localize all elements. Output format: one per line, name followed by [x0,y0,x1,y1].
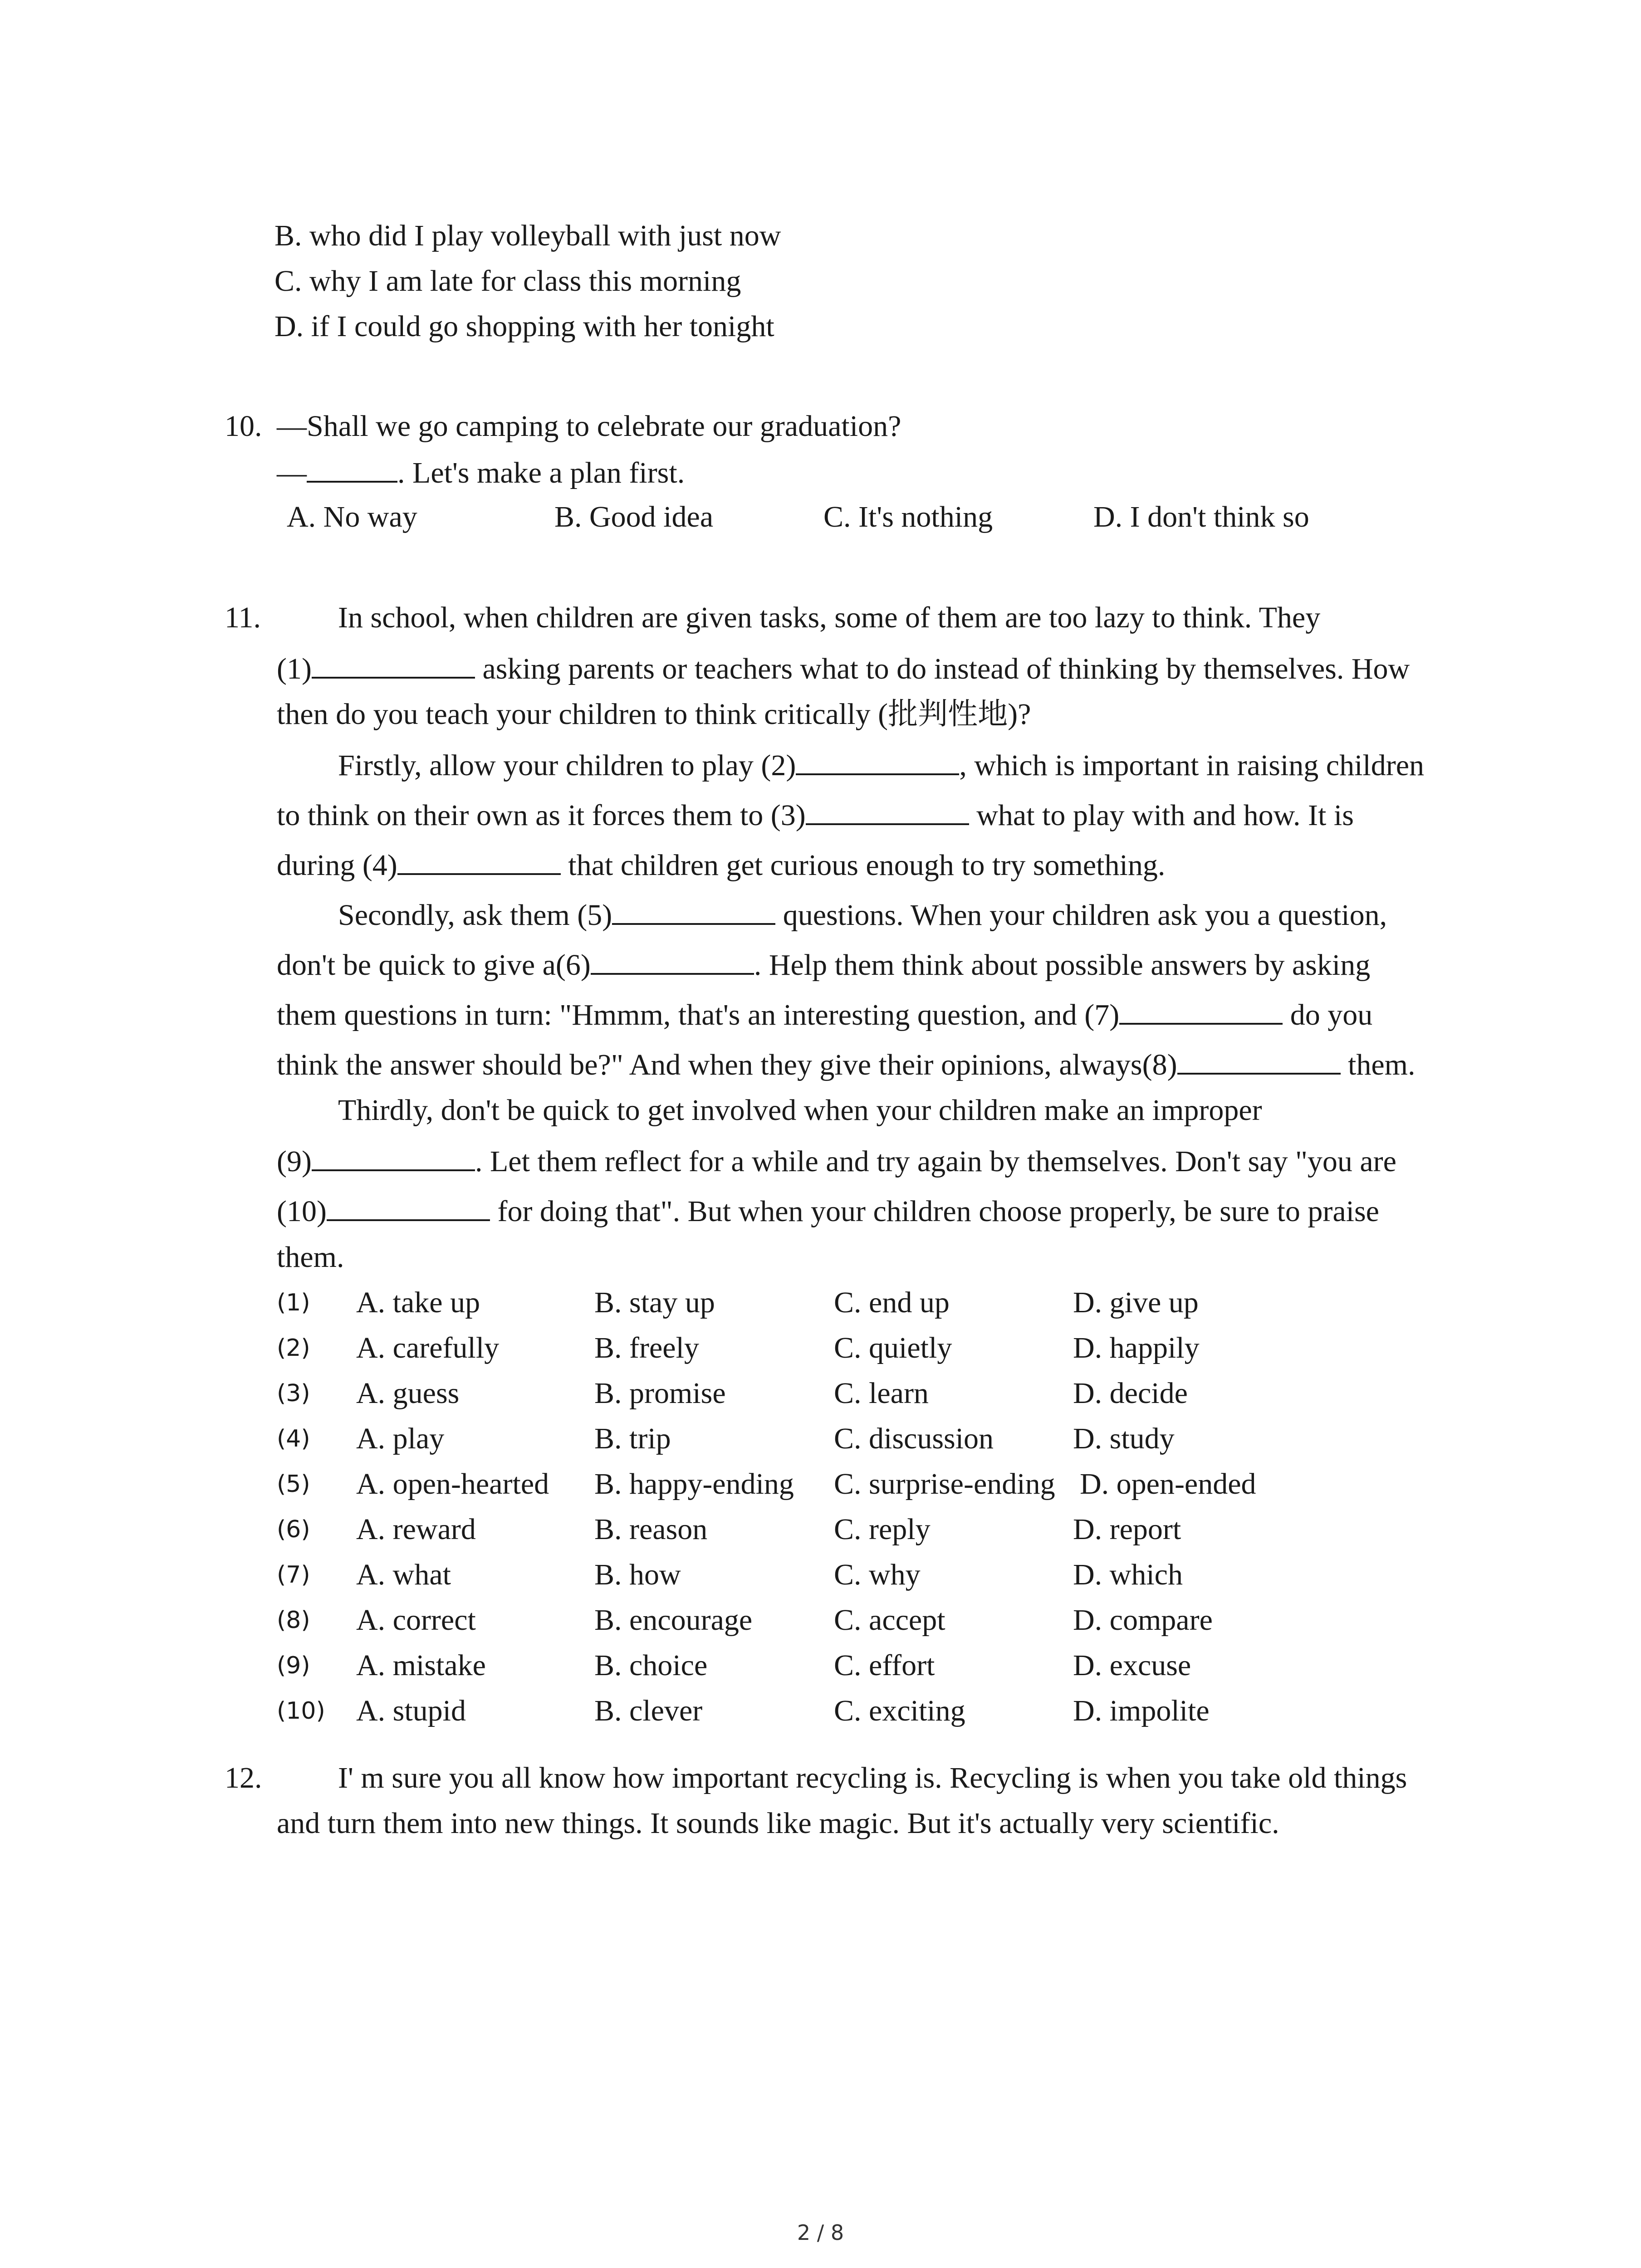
choice-9-a: A. mistake [356,1649,486,1682]
choice-2-a: A. carefully [356,1331,500,1364]
choice-num-3: (3) [277,1380,310,1407]
choice-9-c: C. effort [834,1649,935,1682]
choice-7-a: A. what [356,1558,451,1591]
choice-8-c: C. accept [834,1603,945,1637]
choice-6-c: C. reply [834,1513,931,1546]
q10-option-d: D. I don't think so [1093,500,1309,533]
blank-2 [796,746,959,775]
choice-num-6: (6) [277,1516,310,1543]
q11-line-2 [277,650,1410,687]
blank-label-1: (1) [277,652,312,685]
q10-option-c: C. It's nothing [823,500,993,533]
q11-line-3: then do you teach your children to think critically (批判性地)? [277,698,1031,731]
q11-line-7-text-b: questions. When your children ask you a question, [775,899,1387,932]
choice-2-b: B. freely [594,1331,699,1364]
choice-num-2: (2) [277,1334,310,1362]
q10-number: 10. [225,410,262,443]
q11-line-6-text-b: that children get curious enough to try something. [560,849,1166,882]
blank-label-10: (10) [277,1195,327,1228]
q11-line-13-text: for doing that". But when your children choose properly, be sure to praise [490,1195,1379,1228]
q11-line-9 [277,996,1372,1033]
q11-line-5 [277,796,1354,834]
q11-line-12-text: . Let them reflect for a while and try again by themselves. Don't say "you are [475,1145,1396,1178]
choice-num-7: (7) [277,1561,310,1589]
choice-num-4: (4) [277,1425,310,1452]
choice-10-b: B. clever [594,1694,703,1727]
choice-7-d: D. which [1073,1558,1183,1591]
q11-line-5-text-b: what to play with and how. It is [969,799,1354,832]
choice-5-d: D. open-ended [1080,1467,1256,1501]
choice-6-b: B. reason [594,1513,708,1546]
q10-prompt: —Shall we go camping to celebrate our graduation? [277,410,901,443]
q9-option-c: C. why I am late for class this morning [274,264,741,298]
choice-8-b: B. encourage [594,1603,753,1637]
q11-line-9-text-a: them questions in turn: "Hmmm, that's an interesting question, and (7) [277,998,1120,1031]
q10-answer-blank [307,454,397,483]
q11-number: 11. [225,601,261,634]
q10-option-b: B. Good idea [554,500,714,533]
choice-10-d: D. impolite [1073,1694,1210,1727]
choice-6-a: A. reward [356,1513,476,1546]
blank-4 [397,846,561,875]
blank-7 [1119,996,1283,1025]
choice-3-b: B. promise [594,1377,726,1410]
choice-num-5: (5) [277,1471,310,1498]
q11-line-9-text-b: do you [1283,998,1373,1031]
choice-2-d: D. happily [1073,1331,1200,1364]
choice-5-c: C. surprise-ending [834,1467,1055,1501]
q11-line-6 [277,846,1165,884]
q11-line-1: In school, when children are given tasks, some of them are too lazy to think. They [338,601,1321,634]
choice-9-d: D. excuse [1073,1649,1191,1682]
q11-line-11: Thirdly, don't be quick to get involved when your children make an improper [338,1094,1262,1127]
choice-9-b: B. choice [594,1649,708,1682]
choice-7-b: B. how [594,1558,681,1591]
q11-line-2-text: asking parents or teachers what to do instead of thinking by themselves. How [475,652,1410,685]
choice-4-d: D. study [1073,1422,1175,1455]
q11-line-7-text-a: Secondly, ask them (5) [338,899,612,932]
q11-line-4 [338,746,1424,784]
choice-4-c: C. discussion [834,1422,994,1455]
choice-4-a: A. play [356,1422,445,1455]
blank-9 [312,1142,475,1171]
q11-line-10 [277,1046,1416,1083]
q12-line-1: I' m sure you all know how important recycling is. Recycling is when you take old things [338,1761,1407,1794]
choice-10-c: C. exciting [834,1694,965,1727]
choice-5-b: B. happy-ending [594,1467,794,1501]
choice-8-a: A. correct [356,1603,476,1637]
q11-line-13 [277,1192,1379,1230]
q11-line-4-text-b: , which is important in raising children [959,749,1425,782]
choice-num-8: (8) [277,1607,310,1634]
choice-10-a: A. stupid [356,1694,466,1727]
q11-line-4-text-a: Firstly, allow your children to play (2) [338,749,796,782]
choice-7-c: C. why [834,1558,921,1591]
q11-line-8 [277,946,1370,983]
page-number: 2 / 8 [797,2220,844,2245]
q10-answer-suffix: . Let's make a plan first. [397,456,685,489]
q9-option-d: D. if I could go shopping with her tonight [274,310,774,343]
choice-num-10: (10) [277,1697,325,1725]
q11-line-6-text-a: during (4) [277,849,397,882]
q11-line-8-text-b: . Help them think about possible answers by asking [754,948,1371,982]
choice-2-c: C. quietly [834,1331,952,1364]
choice-6-d: D. report [1073,1513,1181,1546]
q11-line-14: them. [277,1241,344,1274]
choice-8-d: D. compare [1073,1603,1213,1637]
choice-1-c: C. end up [834,1286,950,1319]
q10-answer-prefix: — [277,456,307,489]
q12-number: 12. [225,1761,262,1794]
q10-option-a: A. No way [287,500,417,533]
q9-option-b: B. who did I play volleyball with just now [274,219,781,252]
blank-3 [806,796,969,825]
q11-line-10-text-a: think the answer should be?" And when they give their opinions, always(8) [277,1048,1177,1081]
choice-3-d: D. decide [1073,1377,1188,1410]
blank-label-9: (9) [277,1145,312,1178]
choice-1-b: B. stay up [594,1286,715,1319]
q11-line-10-text-b: them. [1340,1048,1416,1081]
choice-num-9: (9) [277,1652,310,1679]
q12-line-2: and turn them into new things. It sounds like magic. But it's actually very scientific. [277,1807,1279,1840]
blank-1 [312,650,475,679]
choice-3-c: C. learn [834,1377,929,1410]
choice-num-1: (1) [277,1289,310,1316]
blank-8 [1177,1046,1341,1075]
choice-5-a: A. open-hearted [356,1467,549,1501]
q11-line-12 [277,1142,1396,1180]
q11-line-8-text-a: don't be quick to give a(6) [277,948,591,982]
q10-answer-line [277,454,685,491]
blank-5 [612,896,775,925]
q11-line-7 [338,896,1387,934]
choice-1-a: A. take up [356,1286,480,1319]
q11-line-5-text-a: to think on their own as it forces them to (3) [277,799,806,832]
choice-3-a: A. guess [356,1377,460,1410]
blank-10 [327,1192,490,1221]
choice-4-b: B. trip [594,1422,671,1455]
choice-1-d: D. give up [1073,1286,1199,1319]
blank-6 [591,946,754,975]
